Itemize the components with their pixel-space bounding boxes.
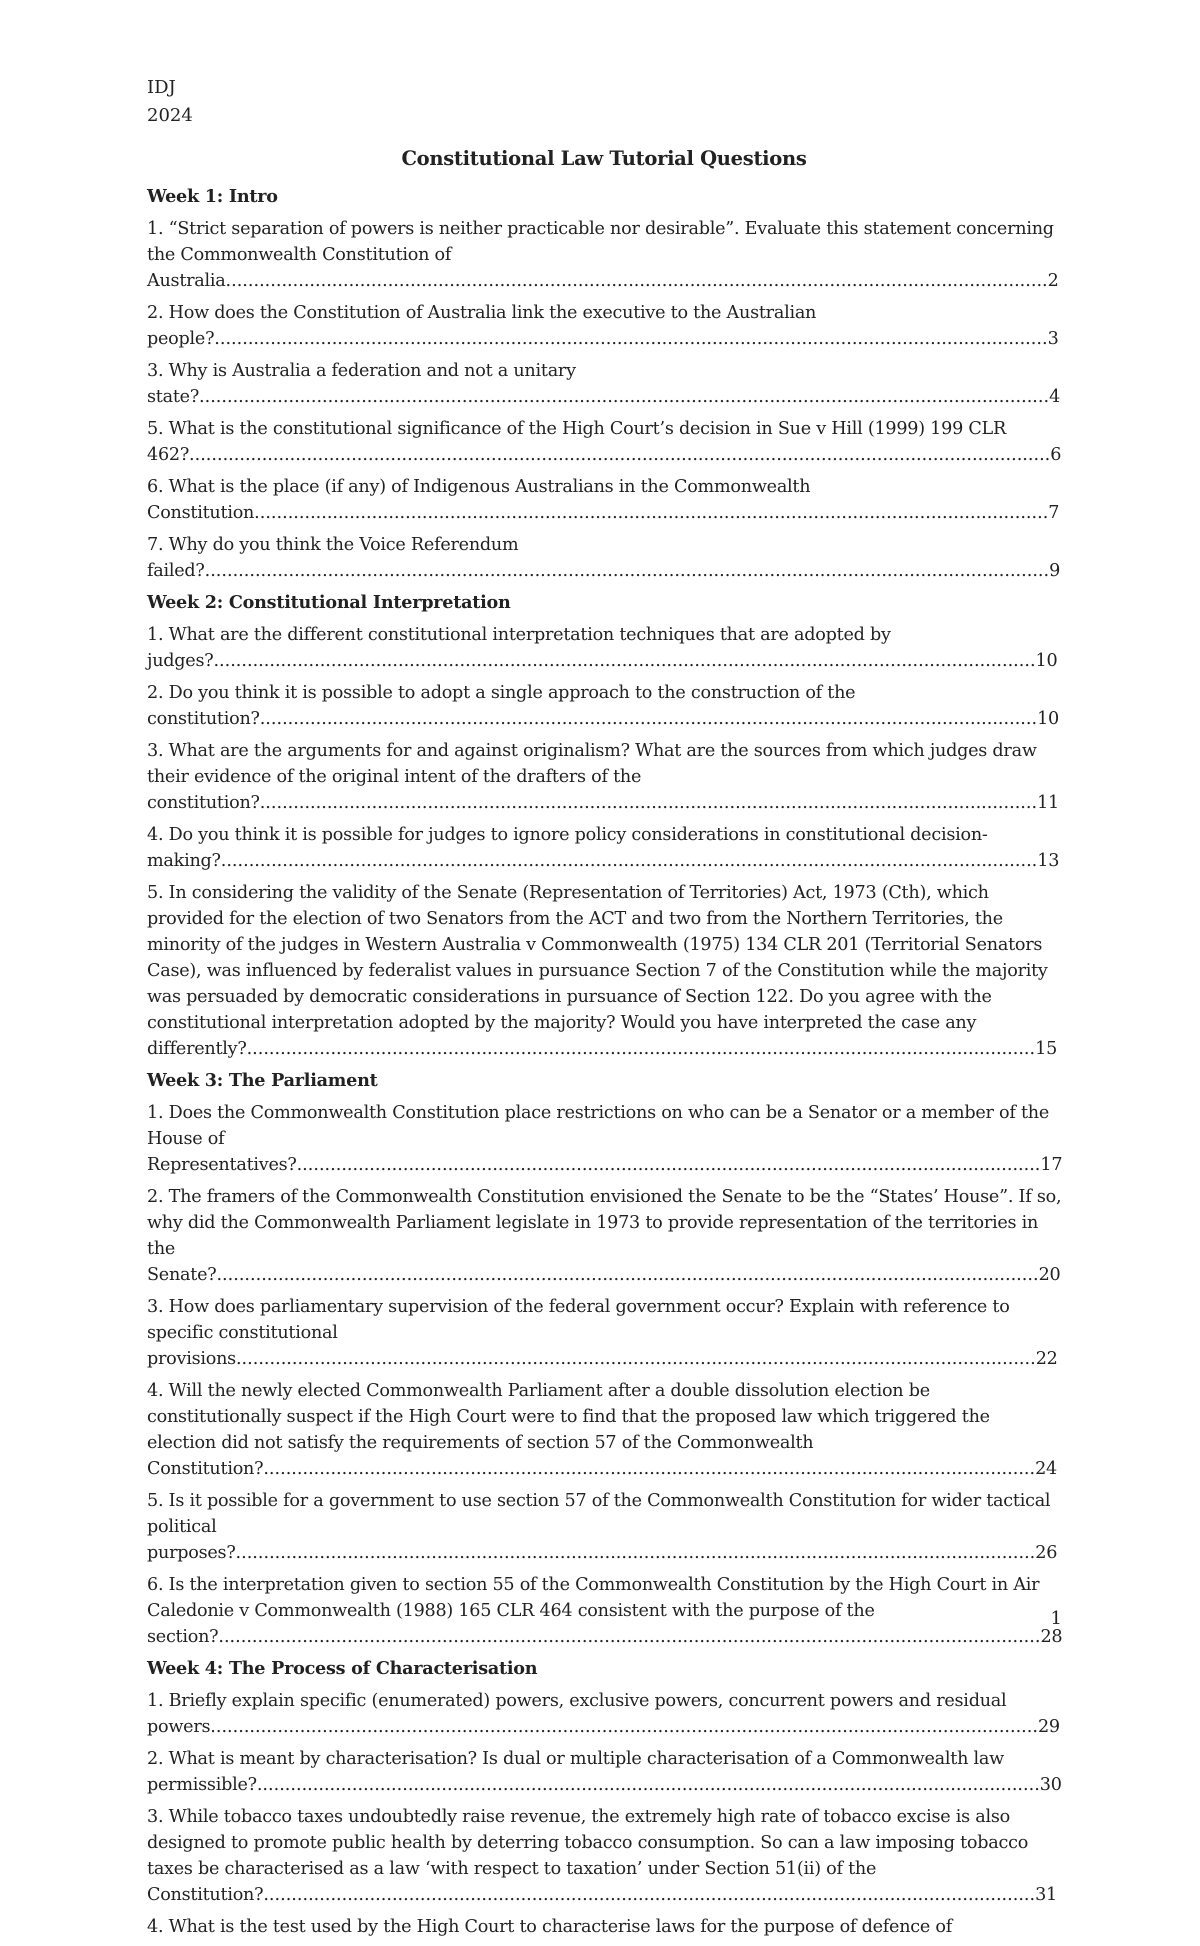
toc-leader-dots: .......................................................................................................................................................... bbox=[189, 445, 1051, 465]
page-number: 1 bbox=[1050, 1608, 1062, 1629]
week-heading: Week 1: Intro bbox=[147, 186, 278, 207]
toc-entry-text: 7. Why do you think the Voice Referendum failed? bbox=[147, 535, 519, 581]
toc-entry-page: 30 bbox=[1039, 1775, 1062, 1795]
toc-leader-dots: .......................................................................................................................................... bbox=[263, 1885, 1036, 1905]
toc-entry[interactable] bbox=[147, 1378, 1062, 1482]
toc-entry-text: 5. Is it possible for a government to use section 57 of the Commonwealth Constitution for wider tactical political purposes? bbox=[147, 1491, 1051, 1563]
toc-entry[interactable] bbox=[147, 1294, 1062, 1372]
toc-entry[interactable] bbox=[147, 680, 1062, 732]
toc-leader-dots: ....................................................................................................................................................... bbox=[204, 561, 1050, 581]
document-header bbox=[147, 74, 193, 130]
table-of-contents bbox=[147, 184, 1062, 1946]
toc-entry[interactable] bbox=[147, 1572, 1062, 1650]
toc-leader-dots: ................................................................................................................................................... bbox=[225, 271, 1048, 291]
toc-entry-text: 3. While tobacco taxes undoubtedly raise revenue, the extremely high rate of tobacco excise is also designed to promote public health by deterring tobacco consumption. So can a law imposing tobacco taxes be characterised as a law ‘with respect to taxation’ under Section 51(ii) of the Constitution? bbox=[147, 1807, 1029, 1905]
toc-entry-page: 11 bbox=[1037, 793, 1059, 813]
toc-entry-page: 17 bbox=[1040, 1155, 1063, 1175]
toc-entry-page: 10 bbox=[1035, 651, 1058, 671]
document-title: Constitutional Law Tutorial Questions bbox=[401, 147, 807, 170]
toc-entry[interactable] bbox=[147, 300, 1062, 352]
toc-entry-page: 13 bbox=[1037, 851, 1060, 871]
toc-entry[interactable] bbox=[147, 1488, 1062, 1566]
toc-entry[interactable] bbox=[147, 1746, 1062, 1798]
toc-leader-dots: ................................................................................................................................................... bbox=[218, 1627, 1041, 1647]
toc-entry[interactable] bbox=[147, 822, 1062, 874]
toc-entry-text: 1. Briefly explain specific (enumerated) powers, exclusive powers, concurrent powers and residual powers bbox=[147, 1691, 1007, 1737]
toc-leader-dots: ..................................................................................................................................... bbox=[296, 1155, 1041, 1175]
toc-entry[interactable] bbox=[147, 358, 1062, 410]
toc-entry-text: 1. Does the Commonwealth Constitution place restrictions on who can be a Senator or a member of the House of Representatives? bbox=[147, 1103, 1050, 1175]
toc-entry-page: 28 bbox=[1040, 1627, 1063, 1647]
toc-entry[interactable] bbox=[147, 416, 1062, 468]
toc-entry[interactable] bbox=[147, 532, 1062, 584]
toc-entry[interactable] bbox=[147, 880, 1062, 1062]
toc-leader-dots: ............................................................................................................................................ bbox=[256, 1775, 1040, 1795]
toc-entry-text: 2. What is meant by characterisation? Is dual or multiple characterisation of a Commonwealth law permissible? bbox=[147, 1749, 1004, 1795]
toc-entry[interactable] bbox=[147, 1804, 1062, 1908]
toc-entry[interactable] bbox=[147, 622, 1062, 674]
week-heading: Week 2: Constitutional Interpretation bbox=[147, 592, 511, 613]
toc-entry-text: 1. “Strict separation of powers is neither practicable nor desirable”. Evaluate this statement concerning the Commonwealth Constitution of Australia bbox=[147, 219, 1054, 291]
toc-entry-page: 10 bbox=[1037, 709, 1059, 729]
toc-leader-dots: ................................................................................................................................................... bbox=[213, 651, 1036, 671]
toc-entry-page: 6 bbox=[1050, 445, 1062, 465]
toc-leader-dots: ..................................................................................................................................................... bbox=[214, 329, 1048, 349]
toc-entry-text: 4. Do you think it is possible for judges to ignore policy considerations in constitutional decision-making? bbox=[147, 825, 988, 871]
toc-entry-text: 2. The framers of the Commonwealth Constitution envisioned the Senate to be the “States’ House”. If so, why did the Commonwealth Parliament legislate in 1973 to provide representation of the territories in the Senate? bbox=[147, 1187, 1062, 1285]
toc-entry-text: 3. How does parliamentary supervision of the federal government occur? Explain with reference to specific constitutional provisions bbox=[147, 1297, 1010, 1369]
toc-entry-page: 29 bbox=[1037, 1717, 1060, 1737]
toc-entry[interactable] bbox=[147, 1184, 1062, 1288]
toc-entry-page: 3 bbox=[1047, 329, 1059, 349]
toc-leader-dots: ........................................................................................................................................... bbox=[259, 793, 1038, 813]
toc-entry[interactable] bbox=[147, 216, 1062, 294]
toc-entry-text: 2. How does the Constitution of Australia link the executive to the Australian people? bbox=[147, 303, 817, 349]
toc-leader-dots: .................................................................................................................................................. bbox=[220, 851, 1038, 871]
header-initials: IDJ bbox=[147, 77, 176, 98]
toc-entry-text: 6. Is the interpretation given to section 55 of the Commonwealth Constitution by the High Court in Air Caledonie v Commonwealth (1988) 165 CLR 464 consistent with the purpose of the section? bbox=[147, 1575, 1040, 1647]
toc-entry-page: 9 bbox=[1049, 561, 1061, 581]
toc-entry-text: 5. What is the constitutional significance of the High Court’s decision in Sue v Hill (1999) 199 CLR 462? bbox=[147, 419, 1006, 465]
toc-entry-text: 4. What is the test used by the High Court to characterise laws for the purpose of defence of bbox=[147, 1917, 952, 1937]
toc-entry-page: 7 bbox=[1048, 503, 1060, 523]
toc-entry-page: 22 bbox=[1035, 1349, 1058, 1369]
toc-entry-text: 3. What are the arguments for and against originalism? What are the sources from which judges draw their evidence of the original intent of the drafters of the constitution? bbox=[147, 741, 1037, 813]
toc-leader-dots: ................................................................................................................................................... bbox=[216, 1265, 1039, 1285]
toc-entry[interactable] bbox=[147, 738, 1062, 816]
toc-entry-page: 26 bbox=[1035, 1543, 1058, 1563]
toc-entry[interactable] bbox=[147, 474, 1062, 526]
toc-entry-text: 6. What is the place (if any) of Indigenous Australians in the Commonwealth Constitution bbox=[147, 477, 811, 523]
toc-entry-page: 4 bbox=[1049, 387, 1061, 407]
toc-entry-text: 3. Why is Australia a federation and not a unitary state? bbox=[147, 361, 576, 407]
week-heading: Week 4: The Process of Characterisation bbox=[147, 1658, 538, 1679]
toc-leader-dots: ........................................................................................................................................... bbox=[259, 709, 1038, 729]
toc-leader-dots: .............................................................................................................................................. bbox=[254, 503, 1049, 523]
week-heading: Week 3: The Parliament bbox=[147, 1070, 378, 1091]
toc-entry-page: 24 bbox=[1035, 1459, 1057, 1479]
toc-entry-page: 20 bbox=[1038, 1265, 1061, 1285]
toc-entry-text: 4. Will the newly elected Commonwealth Parliament after a double dissolution election be constitutionally suspect if the High Court were to find that the proposed law which triggered the election did not satisfy the requirements of section 57 of the Commonwealth Constitution? bbox=[147, 1381, 990, 1479]
toc-entry-page: 2 bbox=[1047, 271, 1059, 291]
toc-entry-text: 1. What are the different constitutional interpretation techniques that are adopted by judges? bbox=[147, 625, 891, 671]
toc-entry[interactable] bbox=[147, 1100, 1062, 1178]
toc-leader-dots: ............................................................................................................................................... bbox=[235, 1349, 1036, 1369]
toc-leader-dots: ........................................................................................................................................................ bbox=[199, 387, 1050, 407]
header-year: 2024 bbox=[147, 105, 193, 126]
toc-leader-dots: ............................................................................................................................................. bbox=[246, 1039, 1036, 1059]
toc-entry-page: 15 bbox=[1035, 1039, 1058, 1059]
toc-entry-text: 5. In considering the validity of the Senate (Representation of Territories) Act, 1973 (Cth), which provided for the election of two Senators from the ACT and two from the Northern Territories, the minority of the judges in Western Australia v Commonwealth (1975) 134 CLR 201 (Territorial Senators Case), was influenced by federalist values in pursuance Section 7 of the Constitution while the majority was persuaded by democratic considerations in pursuance of Section 122. Do you agree with the constitutional interpretation adopted by the majority? Would you have interpreted the case any differently? bbox=[147, 883, 1048, 1059]
toc-leader-dots: .................................................................................................................................................... bbox=[210, 1717, 1038, 1737]
toc-entry-text: 2. Do you think it is possible to adopt a single approach to the construction of the constitution? bbox=[147, 683, 856, 729]
toc-leader-dots: .......................................................................................................................................... bbox=[263, 1459, 1036, 1479]
toc-leader-dots: ............................................................................................................................................... bbox=[235, 1543, 1036, 1563]
toc-entry[interactable] bbox=[147, 1914, 1062, 1940]
toc-entry-page: 31 bbox=[1035, 1885, 1057, 1905]
toc-entry[interactable] bbox=[147, 1688, 1062, 1740]
